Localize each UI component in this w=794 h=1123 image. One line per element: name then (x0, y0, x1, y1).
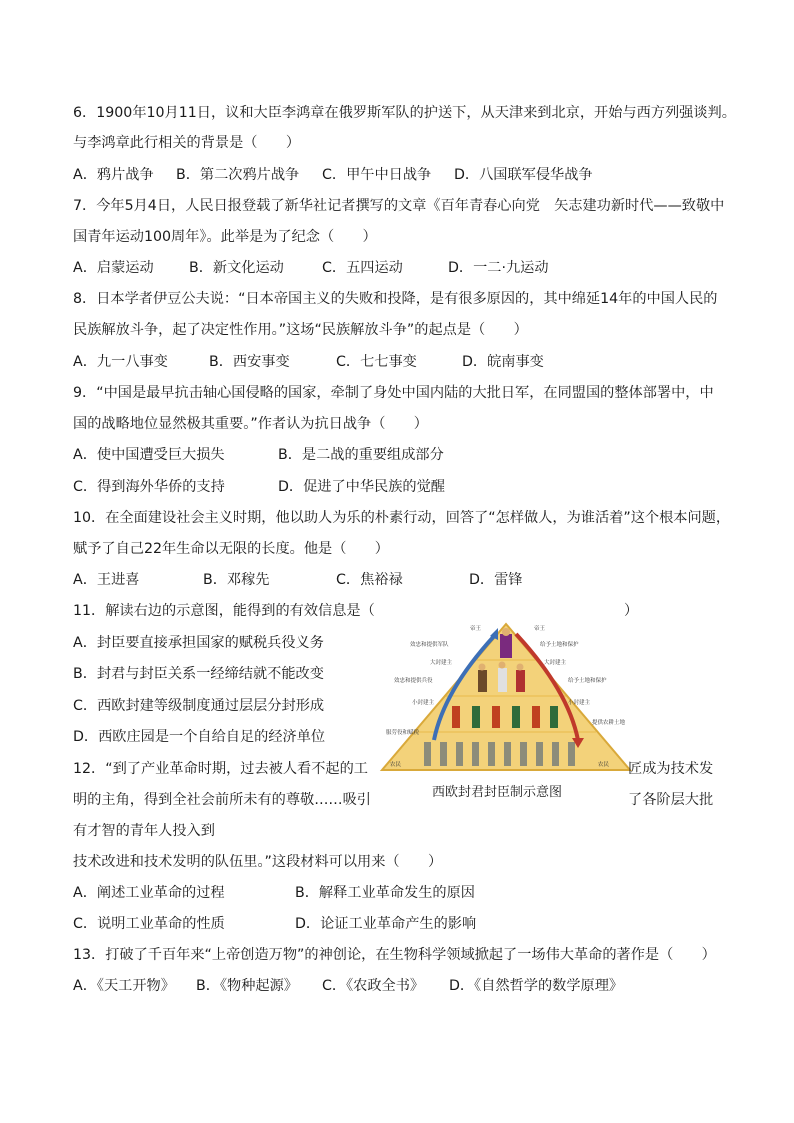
q10-stem-line2: 赋予了自己22年生命以无限的长度。他是（ ） (73, 541, 389, 557)
q12-option-c[interactable]: C．说明工业革命的性质 (73, 916, 225, 932)
q12-option-b[interactable]: B．解释工业革命发生的原因 (295, 885, 475, 901)
great-lord-figures (478, 662, 525, 693)
label-right2: 给予土地和保护 (568, 678, 607, 684)
q7-stem-line1: 7．今年5月4日，人民日报登载了新华社记者撰写的文章《百年青春心向党 矢志建功新时代——致敬中 (73, 198, 725, 214)
q13-option-d[interactable]: D．《自然哲学的数学原理》 (449, 978, 624, 994)
label-mid-left2: 小封建主 (412, 700, 435, 706)
q7-option-d[interactable]: D．一二·九运动 (448, 260, 549, 276)
q7-option-c[interactable]: C．五四运动 (322, 260, 403, 276)
q11-option-c[interactable]: C．西欧封建等级制度通过层层分封形成 (73, 698, 325, 714)
q6-option-b[interactable]: B．第二次鸦片战争 (176, 167, 300, 183)
q9-option-c[interactable]: C．得到海外华侨的支持 (73, 479, 225, 495)
q13-option-c[interactable]: C．《农政全书》 (322, 978, 425, 994)
q8-stem-line1: 8．日本学者伊豆公夫说：“日本帝国主义的失败和投降，是有很多原因的，其中绵延14年的中国人民的 (73, 291, 718, 307)
label-bottom-right: 农民 (598, 762, 610, 768)
q12-stem-line2-a: 明的主角，得到全社会前所未有的尊敬……吸引 (73, 792, 371, 808)
q9-stem-line1: 9．“中国是最早抗击轴心国侵略的国家，牵制了身处中国内陆的大批日军，在同盟国的整体部署中，中 (73, 385, 714, 401)
king-head (502, 628, 510, 636)
q8-option-b[interactable]: B．西安事变 (209, 354, 290, 370)
q10-stem-line1: 10．在全面建设社会主义时期，他以助人为乐的朴素行动，回答了“怎样做人，为谁活着”这个根本问题， (73, 510, 731, 526)
q8-option-d[interactable]: D．皖南事变 (462, 354, 544, 370)
q10-option-a[interactable]: A．王进喜 (73, 572, 140, 588)
q9-option-a[interactable]: A．使中国遭受巨大损失 (73, 447, 225, 463)
label-mid-right1: 大封建主 (544, 660, 567, 666)
q6-stem-line2: 与李鸿章此行相关的背景是（ ） (73, 135, 301, 151)
q9-stem-line2: 国的战略地位显然极其重要。”作者认为抗日战争（ ） (73, 416, 428, 432)
label-right1: 给予土地和保护 (540, 642, 579, 648)
q10-option-d[interactable]: D．雷锋 (469, 572, 523, 588)
q9-option-d[interactable]: D．促进了中华民族的觉醒 (278, 479, 445, 495)
q6-option-c[interactable]: C．甲午中日战争 (322, 167, 432, 183)
q10-option-c[interactable]: C．焦裕禄 (336, 572, 403, 588)
q7-option-a[interactable]: A．启蒙运动 (73, 260, 154, 276)
label-bottom-left: 农民 (390, 762, 402, 768)
q6-option-d[interactable]: D．八国联军侵华战争 (454, 167, 593, 183)
label-mid-right2: 小封建主 (568, 700, 591, 706)
label-left1: 效忠和提供军队 (410, 642, 449, 648)
q11-stem-close: ） (624, 603, 639, 619)
q13-stem-line1: 13．打破了千百年来“上帝创造万物”的神创论，在生物科学领域掀起了一场伟大革命的著作是（ ） (73, 947, 716, 963)
feudal-pyramid-diagram (372, 620, 640, 780)
q6-stem-line1: 6．1900年10月11日，议和大臣李鸿章在俄罗斯军队的护送下，从天津来到北京，开始与西方列强谈判。 (73, 105, 736, 121)
q8-stem-line2: 民族解放斗争，起了决定性作用。”这场“民族解放斗争”的起点是（ ） (73, 322, 528, 338)
q12-option-d[interactable]: D．论证工业革命产生的影响 (295, 916, 477, 932)
label-right3: 提供农耕土地 (592, 720, 626, 726)
q12-stem-line3: 有才智的青年人投入到 (73, 823, 215, 839)
q7-stem-line2: 国青年运动100周年》。此举是为了纪念（ ） (73, 229, 377, 245)
q11-option-a[interactable]: A．封臣要直接承担国家的赋税兵役义务 (73, 635, 324, 651)
q12-option-a[interactable]: A．阐述工业革命的过程 (73, 885, 225, 901)
q13-option-b[interactable]: B．《物种起源》 (196, 978, 298, 994)
q12-stem-line1-b: 匠成为技术发 (628, 761, 714, 777)
q10-option-b[interactable]: B．邓稼先 (203, 572, 270, 588)
q12-stem-line2-b: 了各阶层大批 (628, 792, 714, 808)
q12-stem-line1-a: 12．“到了产业革命时期，过去被人看不起的工 (73, 761, 368, 777)
q11-option-d[interactable]: D．西欧庄园是一个自给自足的经济单位 (73, 729, 326, 745)
q11-option-b[interactable]: B．封君与封臣关系一经缔结就不能改变 (73, 666, 324, 682)
king-figure (500, 634, 512, 658)
q13-option-a[interactable]: A．《天工开物》 (73, 978, 175, 994)
label-left3: 服劳役和赋税 (386, 730, 420, 736)
label-top-right: 帝王 (534, 626, 546, 632)
label-top-left: 帝王 (470, 626, 482, 632)
q6-option-a[interactable]: A．鸦片战争 (73, 167, 154, 183)
label-left2: 效忠和提供兵役 (394, 678, 433, 684)
q8-option-a[interactable]: A．九一八事变 (73, 354, 168, 370)
q7-option-b[interactable]: B．新文化运动 (189, 260, 284, 276)
q12-stem-line4: 技术改进和技术发明的队伍里。”这段材料可以用来（ ） (73, 854, 443, 870)
q11-stem: 11．解读右边的示意图，能得到的有效信息是（ (73, 603, 375, 619)
q8-option-c[interactable]: C．七七事变 (336, 354, 417, 370)
label-mid-left1: 大封建主 (430, 660, 453, 666)
figure-caption: 西欧封君封臣制示意图 (432, 785, 563, 800)
q9-option-b[interactable]: B．是二战的重要组成部分 (278, 447, 444, 463)
